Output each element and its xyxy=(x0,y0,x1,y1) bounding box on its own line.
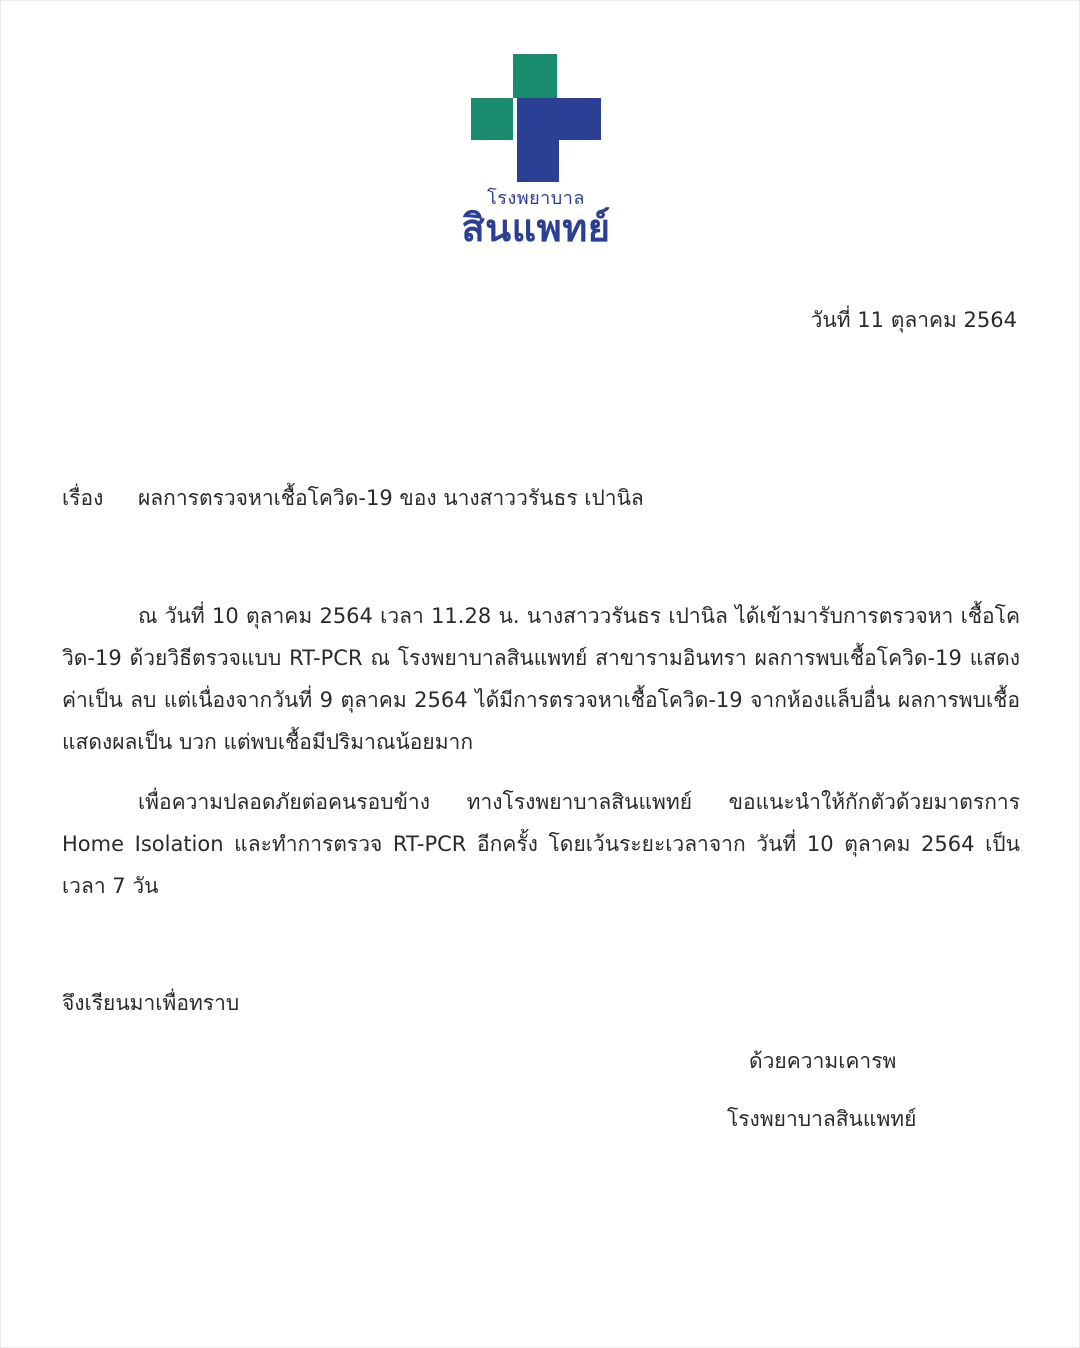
subject-text: ผลการตรวจหาเชื้อโควิด-19 ของ นางสาววรันธร เปานิล xyxy=(138,486,644,510)
hospital-logo xyxy=(441,51,641,251)
logo-big-text: สินแพทย์ xyxy=(461,206,611,250)
signature-signatory: โรงพยาบาลสินแพทย์ xyxy=(727,1107,917,1131)
body-paragraph-2: เพื่อความปลอดภัยต่อคนรอบข้าง ทางโรงพยาบาลสินแพทย์ ขอแนะนำให้กักตัวด้วยมาตรการ Home Isolation และทำการตรวจ RT-PCR อีกครั้ง โดยเว้นระยะเวลาจาก วันที่ 10 ตุลาคม 2564 เป็นเวลา 7 วัน xyxy=(62,790,1020,898)
body-paragraph-1: ณ วันที่ 10 ตุลาคม 2564 เวลา 11.28 น. นางสาววรันธร เปานิล ได้เข้ามารับการตรวจหา เชื้อโควิด-19 ด้วยวิธีตรวจแบบ RT-PCR ณ โรงพยาบาลสินแพทย์ สาขารามอินทรา ผลการพบเชื้อโควิด-19 แสดงค่าเป็น ลบ แต่เนื่องจากวันที่ 9 ตุลาคม 2564 ได้มีการตรวจหาเชื้อโควิด-19 จากห้องแล็บอื่น ผลการพบเชื้อแสดงผลเป็น บวก แต่พบเชื้อมีปริมาณน้อยมาก xyxy=(62,604,1020,754)
letter-subject xyxy=(62,481,644,515)
subject-label: เรื่อง xyxy=(62,486,104,510)
letter-date: วันที่ 11 ตุลาคม 2564 xyxy=(810,308,1017,332)
signature-respect: ด้วยความเคารพ xyxy=(749,1049,897,1073)
logo-small-text: โรงพยาบาล xyxy=(487,188,585,209)
hospital-cross-logo-icon xyxy=(441,51,641,186)
closing-line: จึงเรียนมาเพื่อทราบ xyxy=(62,991,240,1015)
